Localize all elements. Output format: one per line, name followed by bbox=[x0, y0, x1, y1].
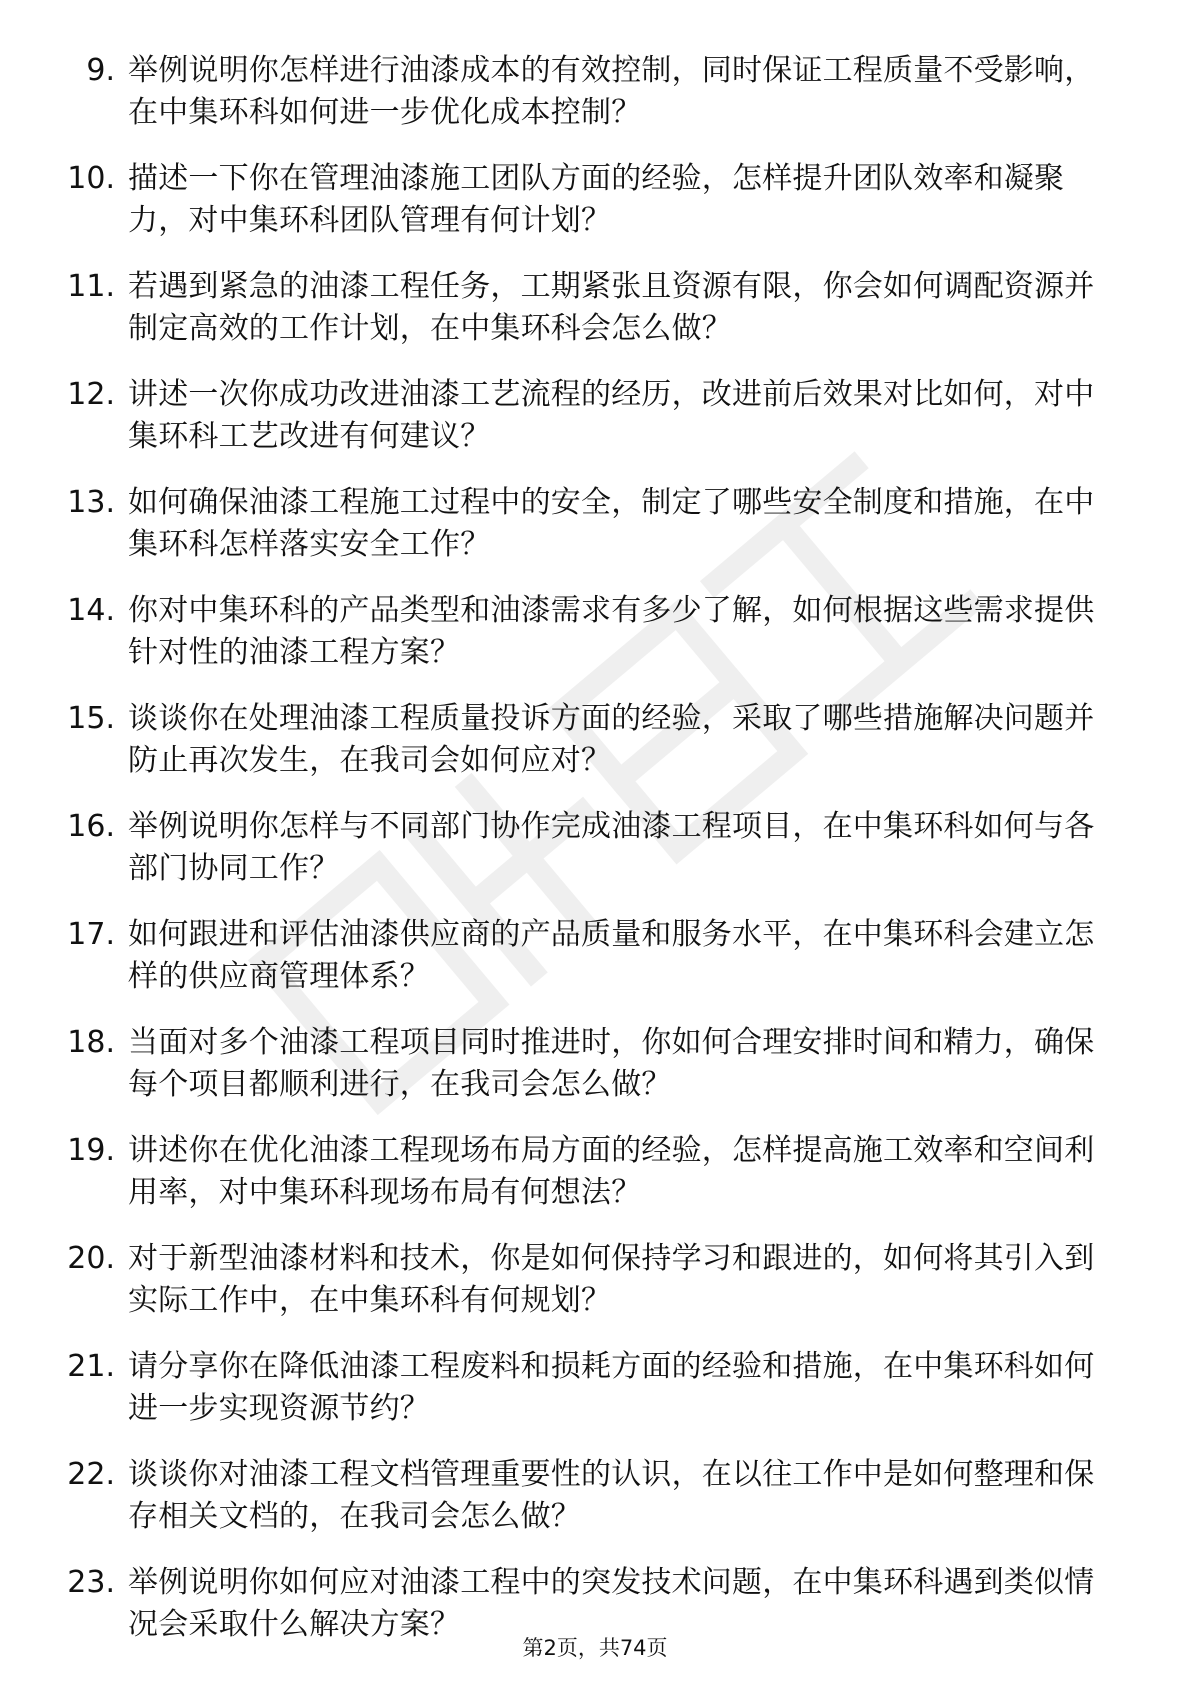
page-footer: 第2页，共74页 bbox=[522, 1636, 668, 1660]
question-text: 如何确保油漆工程施工过程中的安全，制定了哪些安全制度和措施，在中集环科怎样落实安全工作？ bbox=[128, 485, 1095, 562]
question-item bbox=[0, 482, 1190, 590]
question-text: 如何跟进和评估油漆供应商的产品质量和服务水平，在中集环科会建立怎样的供应商管理体系？ bbox=[128, 917, 1095, 994]
question-text: 举例说明你怎样进行油漆成本的有效控制，同时保证工程质量不受影响，在中集环科如何进一步优化成本控制？ bbox=[128, 53, 1095, 130]
question-number: 10. bbox=[67, 161, 115, 196]
question-item bbox=[0, 914, 1190, 1022]
question-text: 讲述一次你成功改进油漆工艺流程的经历，改进前后效果对比如何，对中集环科工艺改进有何建议？ bbox=[128, 377, 1095, 454]
question-item bbox=[0, 374, 1190, 482]
question-number: 13. bbox=[67, 485, 115, 520]
question-item bbox=[0, 50, 1190, 158]
question-text: 请分享你在降低油漆工程废料和损耗方面的经验和措施，在中集环科如何进一步实现资源节约？ bbox=[128, 1349, 1095, 1426]
question-number: 9. bbox=[86, 53, 115, 88]
question-text: 谈谈你在处理油漆工程质量投诉方面的经验，采取了哪些措施解决问题并防止再次发生，在我司会如何应对？ bbox=[128, 701, 1095, 778]
question-item bbox=[0, 266, 1190, 374]
question-number: 19. bbox=[67, 1133, 115, 1168]
question-number: 16. bbox=[67, 809, 115, 844]
question-item bbox=[0, 1454, 1190, 1562]
question-text: 你对中集环科的产品类型和油漆需求有多少了解，如何根据这些需求提供针对性的油漆工程方案？ bbox=[128, 593, 1095, 670]
question-text: 描述一下你在管理油漆施工团队方面的经验，怎样提升团队效率和凝聚力，对中集环科团队管理有何计划？ bbox=[128, 161, 1065, 238]
question-item bbox=[0, 590, 1190, 698]
question-number: 12. bbox=[67, 377, 115, 412]
question-item bbox=[0, 698, 1190, 806]
question-list bbox=[0, 50, 1190, 1670]
question-number: 20. bbox=[67, 1241, 115, 1276]
question-number: 15. bbox=[67, 701, 115, 736]
question-number: 14. bbox=[67, 593, 115, 628]
question-text: 举例说明你如何应对油漆工程中的突发技术问题，在中集环科遇到类似情况会采取什么解决方案？ bbox=[128, 1565, 1095, 1642]
question-text: 对于新型油漆材料和技术，你是如何保持学习和跟进的，如何将其引入到实际工作中，在中集环科有何规划？ bbox=[128, 1241, 1095, 1318]
question-text: 谈谈你对油漆工程文档管理重要性的认识，在以往工作中是如何整理和保存相关文档的，在我司会怎么做？ bbox=[128, 1457, 1095, 1534]
question-number: 17. bbox=[67, 917, 115, 952]
question-text: 当面对多个油漆工程项目同时推进时，你如何合理安排时间和精力，确保每个项目都顺利进行，在我司会怎么做？ bbox=[128, 1025, 1095, 1102]
question-number: 11. bbox=[67, 269, 115, 304]
question-number: 21. bbox=[67, 1349, 115, 1384]
question-item bbox=[0, 1238, 1190, 1346]
question-text: 若遇到紧急的油漆工程任务，工期紧张且资源有限，你会如何调配资源并制定高效的工作计划，在中集环科会怎么做？ bbox=[128, 269, 1095, 346]
question-item bbox=[0, 1130, 1190, 1238]
question-item bbox=[0, 158, 1190, 266]
question-number: 18. bbox=[67, 1025, 115, 1060]
question-item bbox=[0, 1022, 1190, 1130]
question-item bbox=[0, 1346, 1190, 1454]
question-item bbox=[0, 806, 1190, 914]
question-text: 讲述你在优化油漆工程现场布局方面的经验，怎样提高施工效率和空间利用率，对中集环科现场布局有何想法？ bbox=[128, 1133, 1095, 1210]
question-text: 举例说明你怎样与不同部门协作完成油漆工程项目，在中集环科如何与各部门协同工作？ bbox=[128, 809, 1095, 886]
question-number: 22. bbox=[67, 1457, 115, 1492]
question-number: 23. bbox=[67, 1565, 115, 1600]
